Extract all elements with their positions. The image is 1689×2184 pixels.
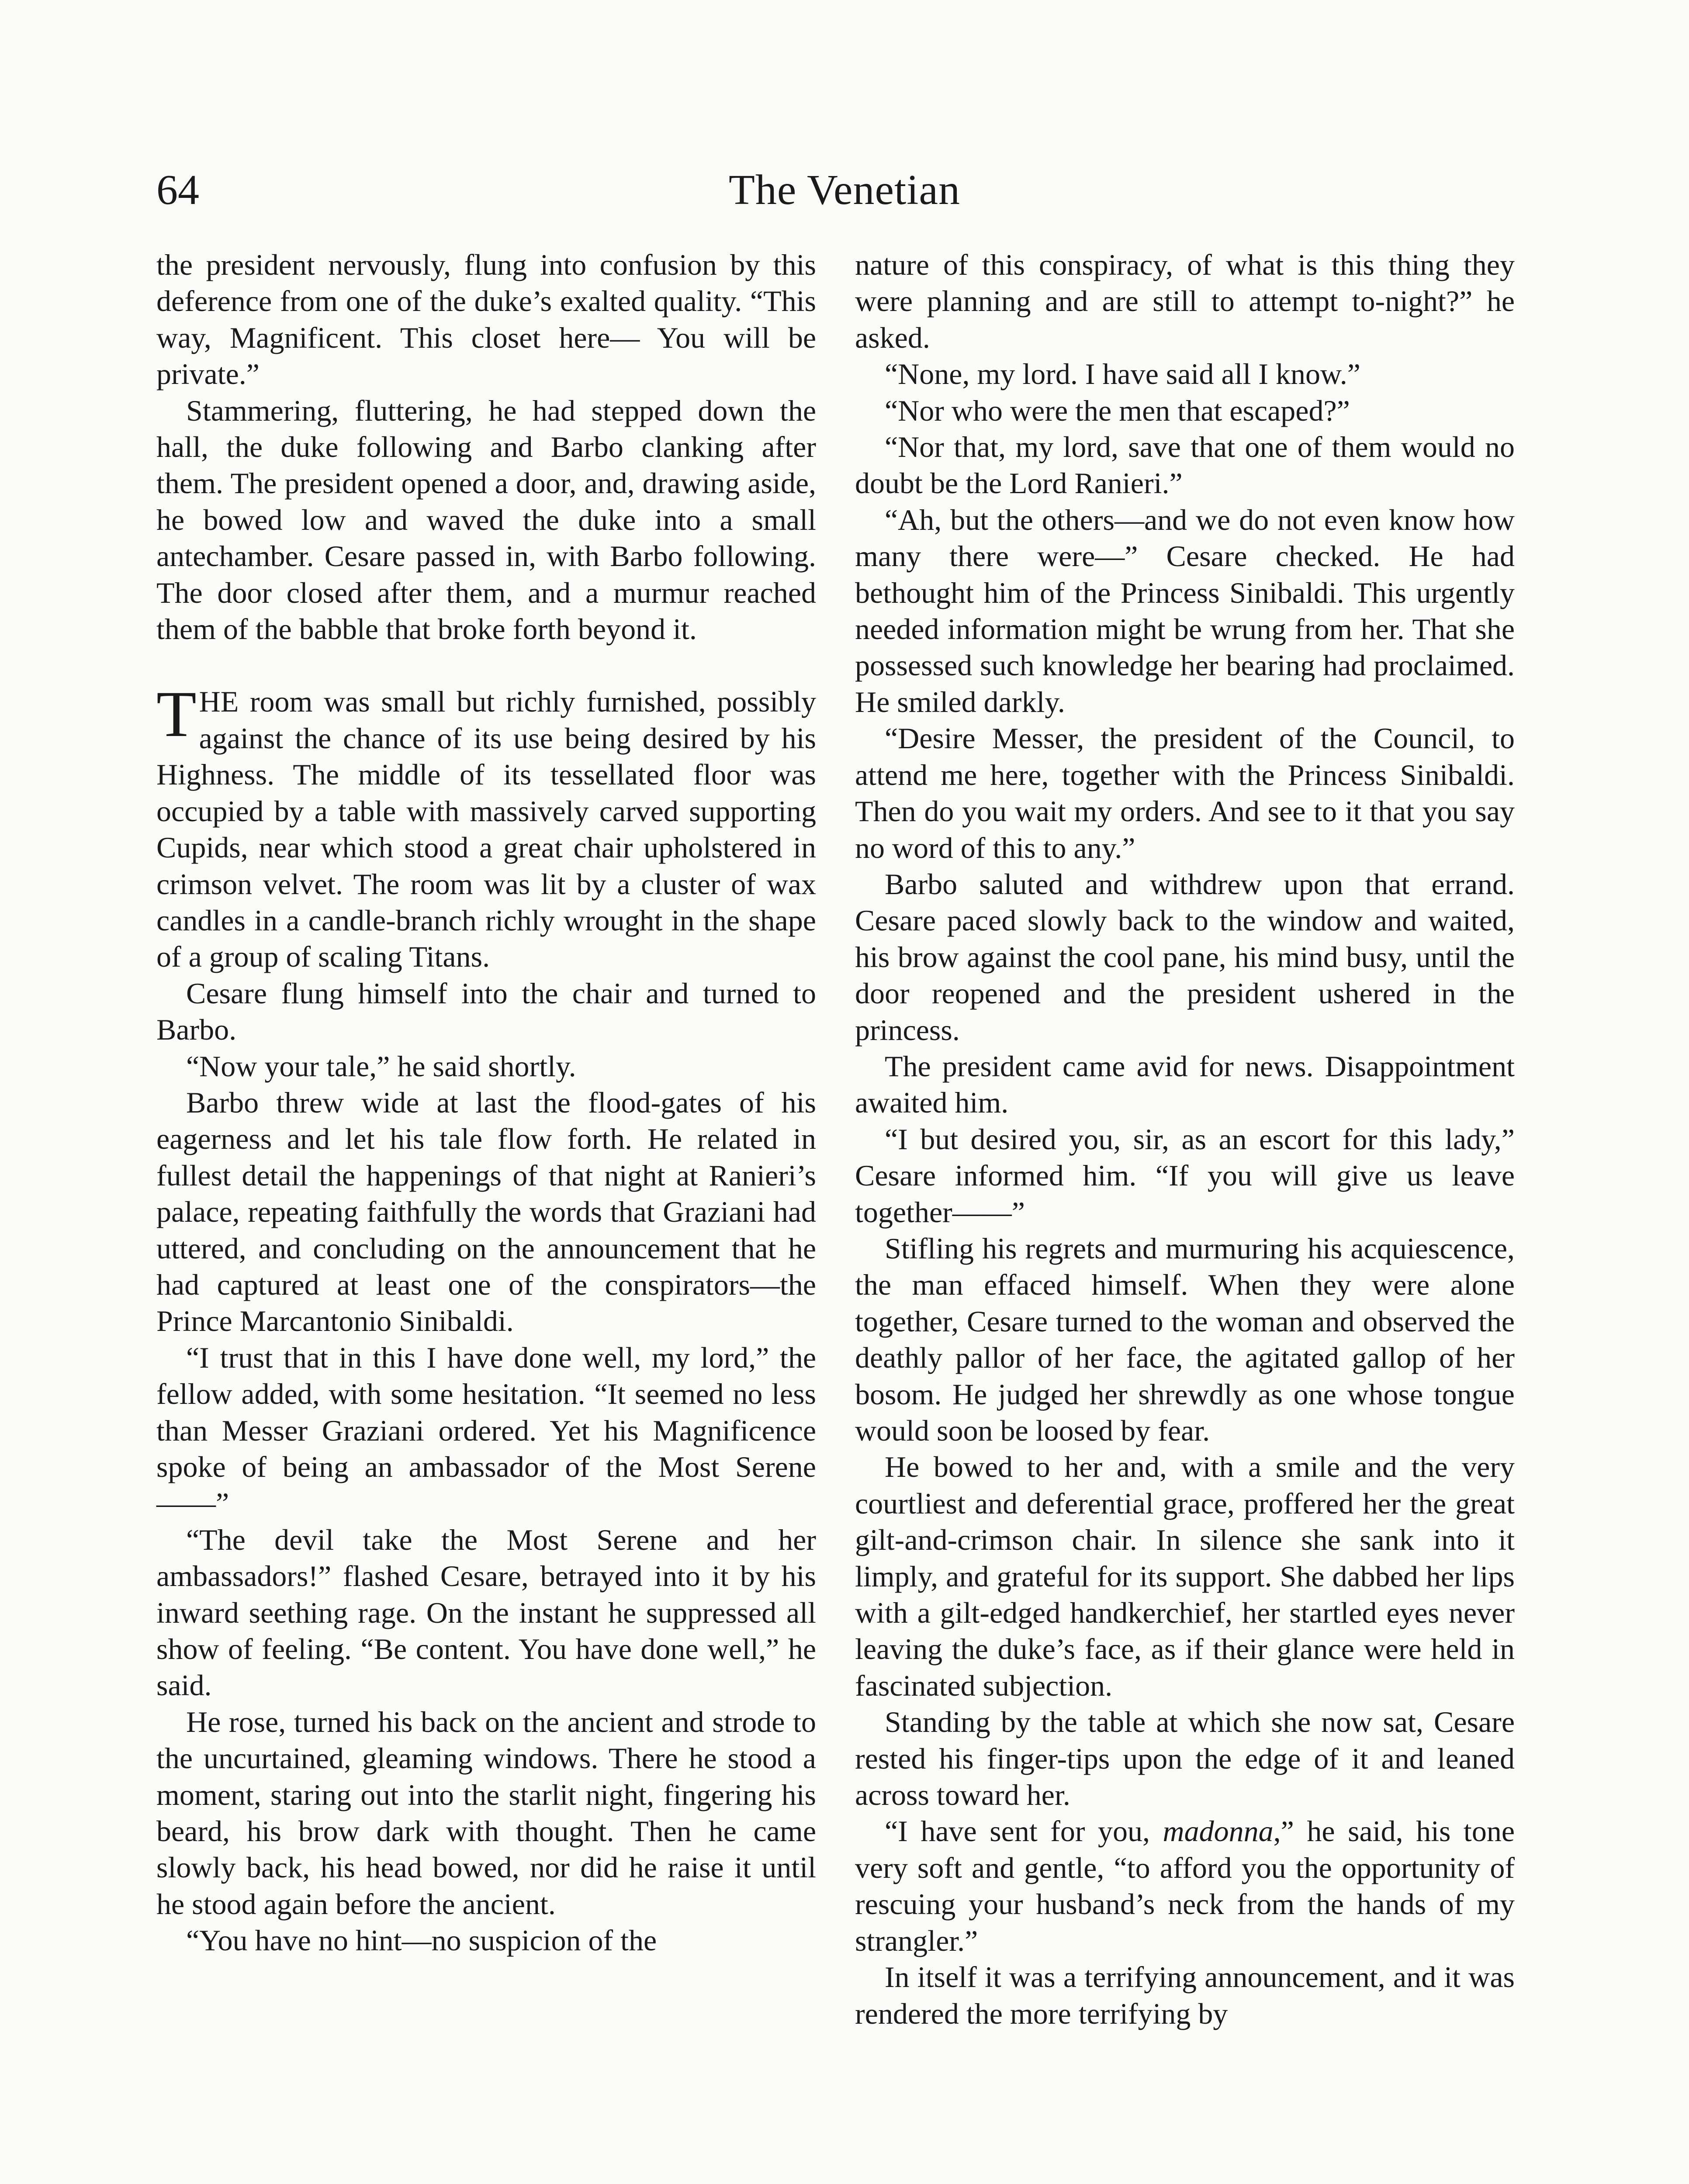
paragraph: In itself it was a terrifying announcement, and it was rendered the more terrifying by — [855, 1960, 1515, 2030]
paragraph: Stifling his regrets and murmuring his acquiescence, the man effaced himself. When they were alone together, Cesare turned to the woman and observed the deathly pallor of her face, the agitated gallop of her bosom. He judged her shrewdly as one whose tongue would soon be loosed by fear. — [855, 1231, 1515, 1447]
paragraph: “The devil take the Most Serene and her ambassadors!” flashed Cesare, betrayed into it by his inward seething rage. On the instant he suppressed all show of feeling. “Be content. You have done well,” he said. — [156, 1523, 816, 1702]
paragraph — [855, 1813, 1515, 1959]
paragraph-text: “I have sent for you, — [885, 1814, 1163, 1848]
paragraph: The president came avid for news. Disappointment awaited him. — [855, 1049, 1515, 1120]
running-title: The Venetian — [729, 166, 960, 214]
page-header — [156, 162, 1533, 218]
paragraph: “I but desired you, sir, as an escort for this lady,” Cesare informed him. “If you will give us leave together——” — [855, 1122, 1515, 1229]
paragraph: “Ah, but the others—and we do not even know how many there were—” Cesare checked. He had bethought him of the Princess Sinibaldi. This urgently needed information might be wrung from her. That she possessed such knowledge her bearing had proclaimed. He smiled darkly. — [855, 503, 1515, 719]
paragraph: He bowed to her and, with a smile and the very courtliest and deferential grace, proffered her the great gilt-and-crimson chair. In silence she sank into it limply, and grateful for its support. She dabbed her lips with a gilt-edged handkerchief, her startled eyes never leaving the duke’s face, as if their glance were held in fascinated subjection. — [855, 1450, 1515, 1702]
paragraph: “Nor who were the men that escaped?” — [885, 394, 1350, 427]
paragraph: Stammering, fluttering, he had stepped down the hall, the duke following and Barbo clanking after them. The president opened a door, and, drawing aside, he bowed low and waved the duke into a small antechamber. Cesare passed in, with Barbo following. The door closed after them, and a murmur reached them of the babble that broke forth beyond it. — [156, 394, 816, 646]
paragraph: He rose, turned his back on the ancient and strode to the uncurtained, gleaming windows. There he stood a moment, staring out into the starlit night, fingering his beard, his brow dark with thought. Then he came slowly back, his head bowed, nor did he raise it until he stood again before the ancient. — [156, 1705, 816, 1921]
italic-word: madonna — [1163, 1814, 1274, 1848]
paragraph: “Desire Messer, the president of the Council, to attend me here, together with the Princess Sinibaldi. Then do you wait my orders. And see to it that you say no word of this to any.” — [855, 722, 1515, 864]
left-column — [156, 247, 816, 1959]
paragraph-text: HE room was small but richly furnished, possibly against the chance of its use being desired by his Highness. The middle of its tessellated floor was occupied by a table with massively carved supporting Cupids, near which stood a great chair upholstered in crimson velvet. The room was lit by a cluster of wax candles in a candle-branch richly wrought in the shape of a group of scaling Titans. — [156, 685, 816, 974]
paragraph: the president nervously, flung into confusion by this deference from one of the duke’s exalted quality. “This way, Magnificent. This closet here— You will be private.” — [156, 248, 816, 391]
paragraph: “Now your tale,” he said shortly. — [186, 1049, 576, 1083]
paragraph: Barbo threw wide at last the flood-gates of his eagerness and let his tale flow forth. He related in fullest detail the happenings of that night at Ranieri’s palace, repeating faithfully the words that Graziani had uttered, and concluding on the announcement that he had captured at least one of the conspirators—the Prince Marcantonio Sinibaldi. — [156, 1085, 816, 1338]
section-start-paragraph — [156, 678, 816, 975]
paragraph-text: ,” he said, his tone very soft and gentle, “to afford you the opportunity of rescuing your husband’s neck from the hands of my strangler.” — [855, 1814, 1515, 1957]
paragraph: nature of this conspiracy, of what is this thing they were planning and are still to attempt to-night?” he asked. — [855, 248, 1515, 354]
drop-cap: T — [156, 678, 197, 751]
page-number: 64 — [156, 166, 199, 214]
right-column — [855, 247, 1515, 2032]
paragraph: Standing by the table at which she now sat, Cesare rested his finger-tips upon the edge of it and leaned across toward her. — [855, 1705, 1515, 1812]
paragraph: “You have no hint—no suspicion of the — [186, 1924, 657, 1957]
paragraph: “None, my lord. I have said all I know.” — [885, 357, 1360, 391]
paragraph: “I trust that in this I have done well, my lord,” the fellow added, with some hesitation. “It seemed no less than Messer Graziani ordered. Yet his Magnificence spoke of being an ambassador of the Most Serene——” — [156, 1341, 816, 1520]
paragraph: Barbo saluted and withdrew upon that errand. Cesare paced slowly back to the window and waited, his brow against the cool pane, his mind busy, until the door reopened and the president ushered in the princess. — [855, 867, 1515, 1047]
paragraph: “Nor that, my lord, save that one of them would no doubt be the Lord Ranieri.” — [855, 430, 1515, 500]
paragraph: Cesare flung himself into the chair and turned to Barbo. — [156, 976, 816, 1047]
